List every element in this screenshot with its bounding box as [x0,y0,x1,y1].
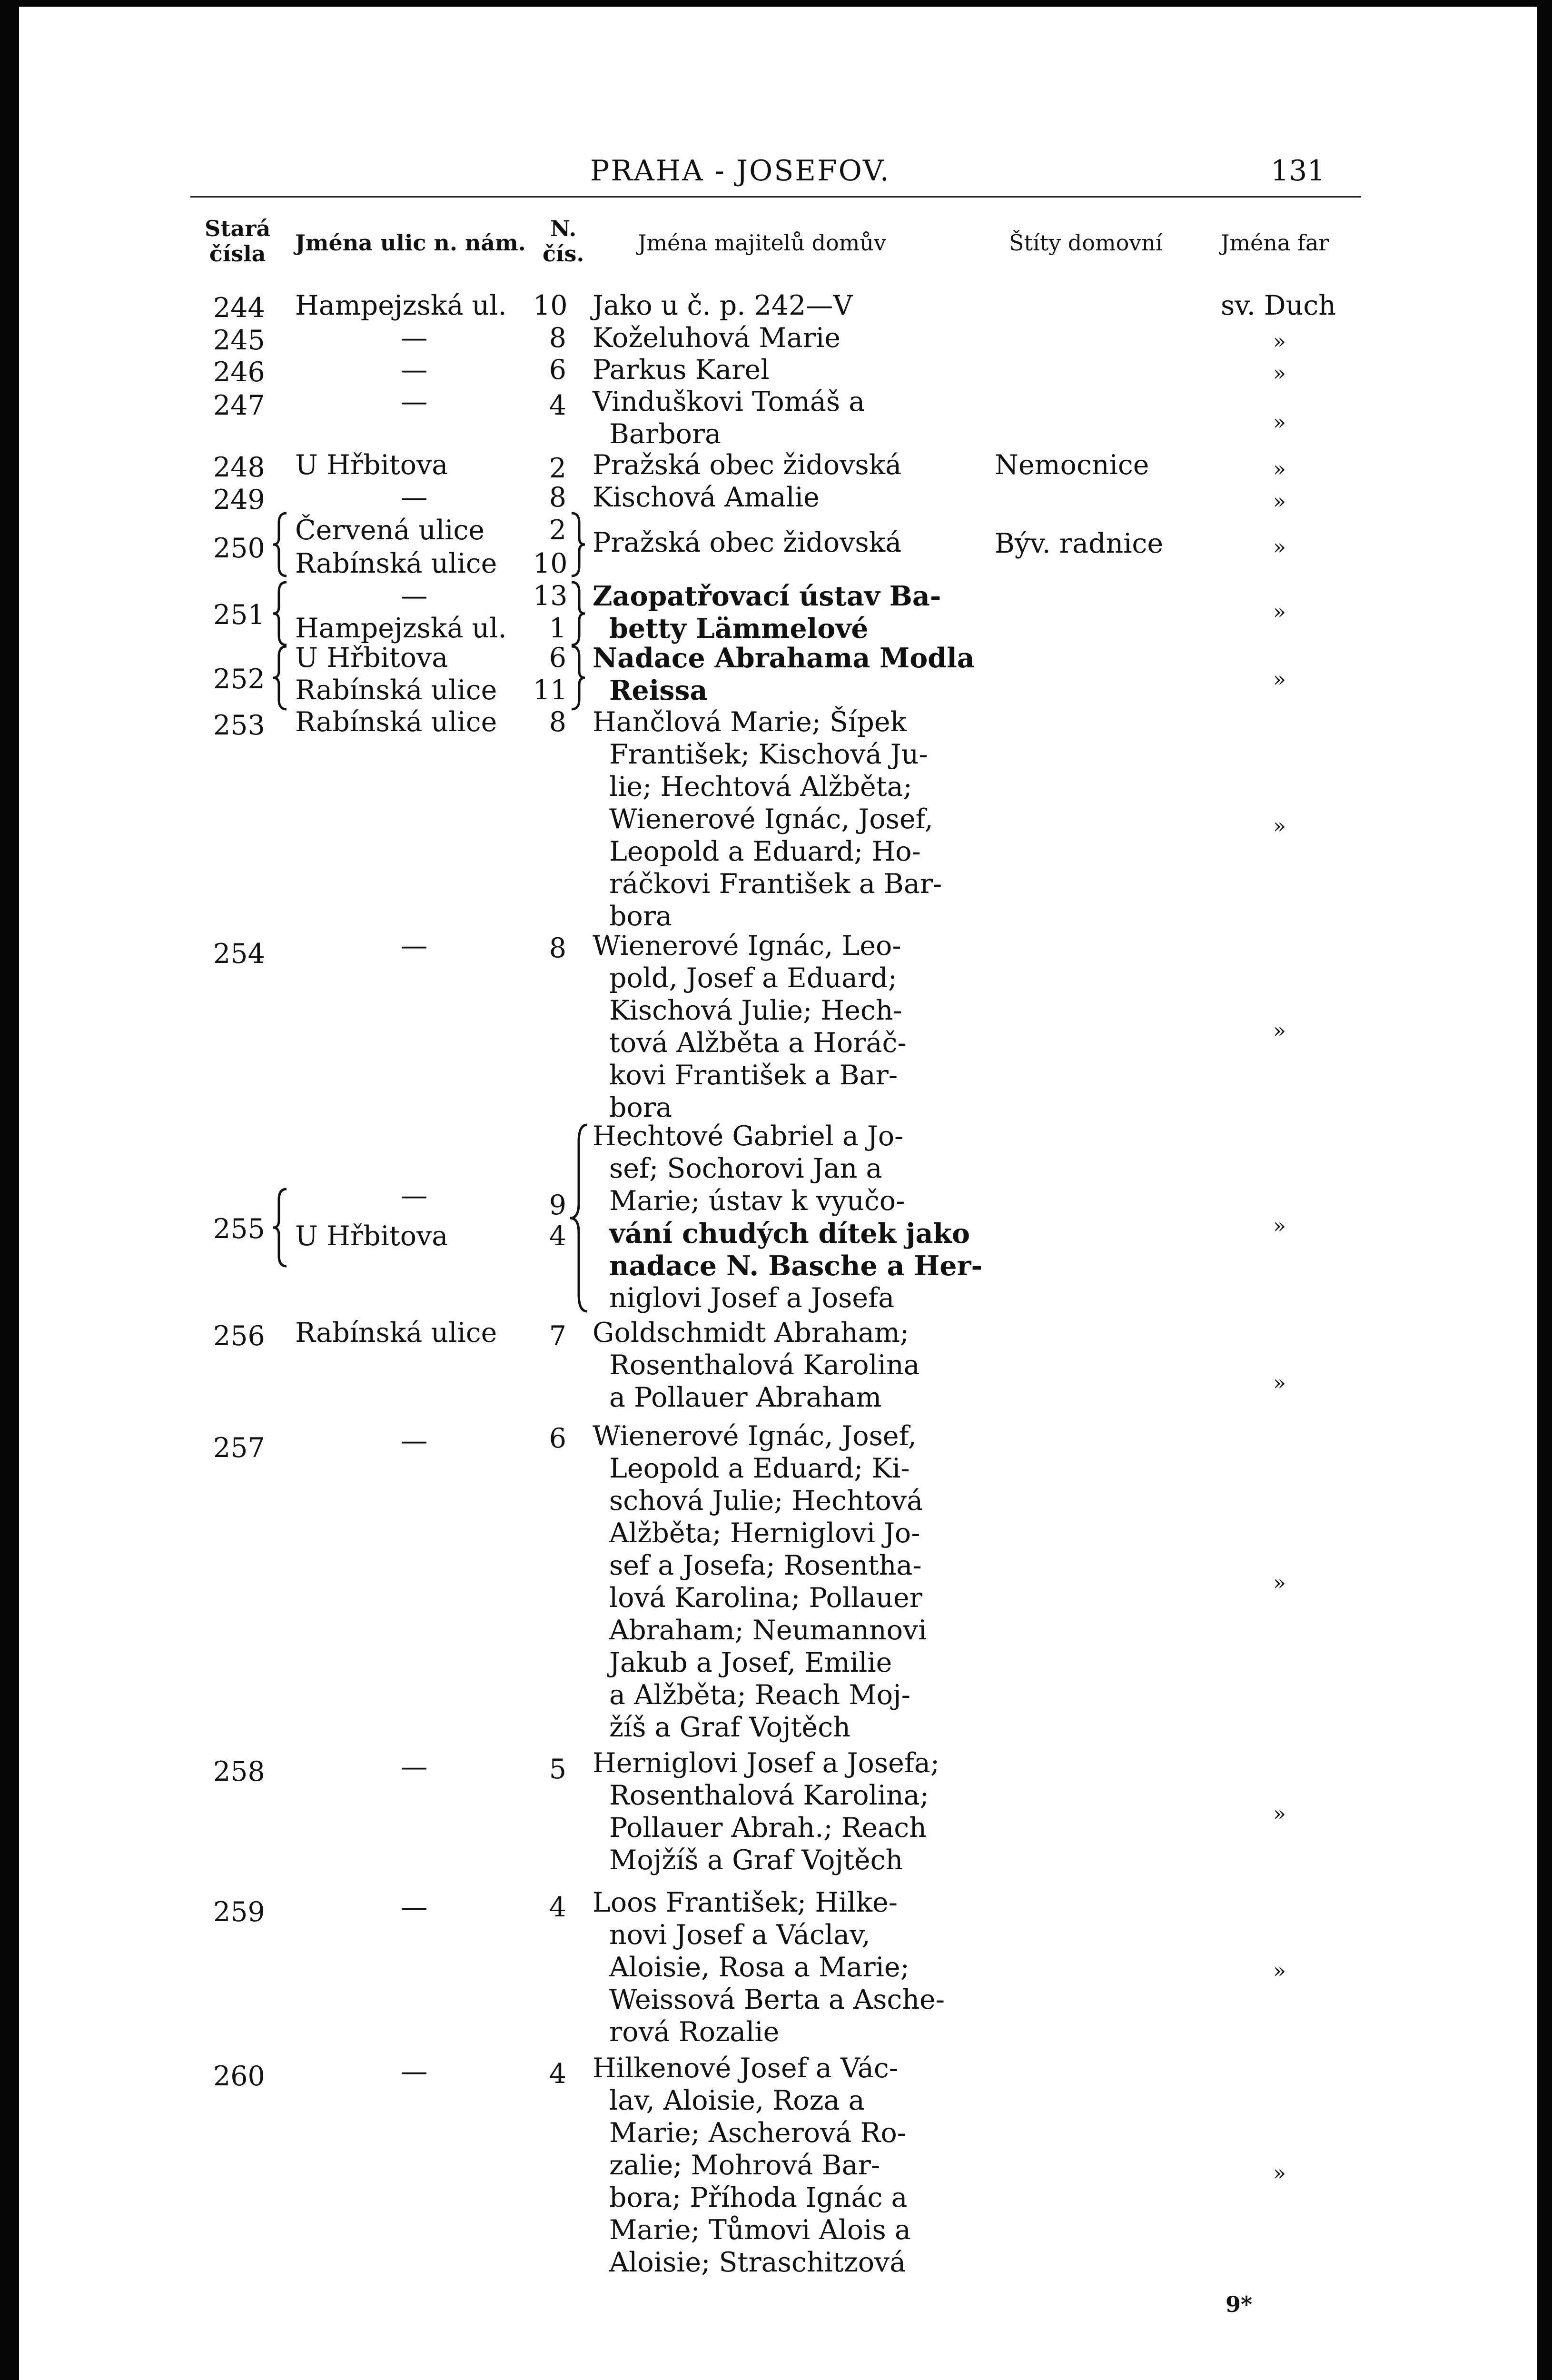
row-247-parish-ditto: » [1273,410,1286,435]
row-248-house-number: 2 [549,453,566,484]
row-251-parish-ditto: » [1273,600,1286,624]
row-255-owner-line: Marie; ústav k vyučo- [609,1185,905,1217]
row-255-owner-line: niglovi Josef a Josefa [609,1282,895,1314]
row-250-street-line: Červená ulice [295,515,485,546]
row-251-owner-line: Zaopatřovací ústav Ba- [593,580,941,612]
row-260-number: 260 [213,2061,265,2092]
row-250-parish-ditto: » [1273,535,1286,559]
row-254-street-ditto: — [400,930,428,962]
row-250-right-brace [569,511,588,578]
row-260-owner-line: zalie; Mohrová Bar- [609,2150,880,2181]
row-248-street: U Hřbitova [295,449,448,481]
row-257-owner-line: lová Karolina; Pollauer [609,1582,922,1614]
row-247-street-ditto: — [400,386,428,417]
row-257-owner-line: žíš a Graf Vojtěch [609,1712,850,1743]
row-259-parish-ditto: » [1273,1959,1286,1983]
row-260-owner-line: Marie; Ascherová Ro- [609,2117,907,2149]
row-252-house-number: 11 [533,674,568,706]
row-259-owner-line: rová Rozalie [609,2016,780,2048]
row-259-owner-line: Loos František; Hilke- [593,1887,898,1918]
row-255-street-ditto: — [400,1180,428,1211]
row-245-parish-ditto: » [1273,329,1286,354]
signature-mark: 9* [1226,2291,1253,2317]
row-255-house-number: 4 [549,1220,566,1252]
row-254-owner-line: bora [609,1092,672,1123]
row-245-owner: Koželuhová Marie [593,322,840,354]
row-257-owner-line: Abraham; Neumannovi [609,1615,927,1646]
row-249-number: 249 [213,484,265,516]
row-258-parish-ditto: » [1273,1802,1286,1826]
row-246-parish-ditto: » [1273,361,1286,386]
book-page [19,7,1537,2380]
column-header-jmena-ulic: Jména ulic n. nám. [295,230,526,256]
row-247-owner-line: Barbora [609,418,722,450]
row-260-house-number: 4 [549,2058,566,2090]
row-256-house-number: 7 [549,1320,566,1352]
row-254-owner-line: kovi František a Bar- [609,1060,898,1091]
row-253-owner-line: František; Kischová Ju- [609,739,928,770]
row-255-left-brace [270,1187,289,1268]
row-259-street-ditto: — [400,1892,428,1923]
row-257-street-ditto: — [400,1425,428,1457]
row-257-number: 257 [213,1432,265,1464]
row-250-left-brace [270,511,289,578]
row-254-owner-line: Wienerové Ignác, Leo- [593,930,901,962]
row-258-street-ditto: — [400,1751,428,1783]
column-header-fare: Jména far [1221,230,1329,256]
row-253-street: Rabínská ulice [295,706,497,738]
row-252-number: 252 [213,664,265,695]
row-259-number: 259 [213,1896,265,1928]
column-header-majitele: Jména majitelů domův [638,230,887,256]
row-257-house-number: 6 [549,1423,566,1454]
row-255-right-brace [566,1123,590,1313]
row-250-street-line: Rabínská ulice [295,548,497,579]
row-246-number: 246 [213,357,265,388]
row-253-number: 253 [213,710,265,741]
row-254-parish-ditto: » [1273,1019,1286,1043]
row-253-owner-line: Hančlová Marie; Šípek [593,706,907,738]
row-247-owner-line: Vinduškovi Tomáš a [593,386,865,417]
row-249-street-ditto: — [400,482,428,513]
row-259-house-number: 4 [549,1892,566,1923]
row-251-street-line: Hampejzská ul. [295,613,507,644]
row-244-parish: sv. Duch [1221,290,1336,321]
row-258-house-number: 5 [549,1754,566,1785]
column-header-line: N. [550,216,577,241]
row-244-house-number: 10 [533,290,568,321]
row-247-number: 247 [213,390,265,421]
row-246-owner: Parkus Karel [593,354,770,386]
row-255-owner-line: sef; Sochorovi Jan a [609,1153,882,1184]
row-260-street-ditto: — [400,2056,428,2087]
column-header-stity: Štíty domovní [1009,230,1163,256]
row-257-owner-line: a Alžběta; Reach Moj- [609,1679,910,1711]
row-251-house-number: 1 [549,613,566,644]
row-252-street-line: Rabínská ulice [295,674,497,706]
row-254-house-number: 8 [549,932,566,964]
row-254-owner-line: pold, Josef a Eduard; [609,962,897,994]
row-244-number: 244 [213,292,265,324]
column-header-stara-cisla [205,216,270,267]
row-253-house-number: 8 [549,706,566,738]
row-252-house-number: 6 [549,642,566,674]
row-256-number: 256 [213,1320,265,1352]
page-number: 131 [1271,154,1325,188]
row-253-owner-line: bora [609,901,672,932]
row-255-owner-line: vání chudých dítek jako [609,1218,970,1250]
row-260-owner-line: bora; Příhoda Ignác a [609,2182,908,2213]
row-252-parish-ditto: » [1273,667,1286,692]
row-255-house-number: 9 [549,1190,566,1221]
row-258-owner-line: Mojžíš a Graf Vojtěch [609,1844,903,1876]
row-251-right-brace [569,580,588,647]
row-253-owner-line: Leopold a Eduard; Ho- [609,836,921,867]
row-252-left-brace [270,645,289,711]
row-250-number: 250 [213,533,265,564]
row-254-number: 254 [213,938,265,970]
row-258-owner-line: Rosenthalová Karolina; [609,1780,929,1811]
row-249-house-number: 8 [549,482,566,513]
column-header-line: čís. [543,240,584,267]
row-252-owner-line: Nadace Abrahama Modla [593,642,975,674]
column-header-line: Stará [205,216,271,241]
row-255-number: 255 [213,1213,265,1245]
row-260-owner-line: lav, Aloisie, Roza a [609,2085,865,2116]
row-259-owner-line: novi Josef a Václav, [609,1919,870,1951]
row-256-parish-ditto: » [1273,1371,1286,1395]
row-251-street-ditto: — [400,580,428,612]
running-head: PRAHA - JOSEFOV. [590,154,890,188]
row-246-house-number: 6 [549,354,566,386]
row-250-house-sign: Býv. radnice [995,528,1164,559]
row-258-number: 258 [213,1756,265,1787]
row-248-house-sign: Nemocnice [995,449,1149,481]
row-254-owner-line: tová Alžběta a Horáč- [609,1027,907,1059]
row-257-owner-line: Leopold a Eduard; Ki- [609,1453,910,1484]
row-248-parish-ditto: » [1273,457,1286,481]
row-256-owner-line: Goldschmidt Abraham; [593,1317,909,1349]
row-254-owner-line: Kischová Julie; Hech- [609,995,902,1026]
row-255-street-line: U Hřbitova [295,1220,448,1252]
row-250-house-number: 2 [549,515,566,546]
row-253-owner-line: lie; Hechtová Alžběta; [609,771,912,803]
row-252-street-line: U Hřbitova [295,642,448,674]
row-253-owner-line: ráčkovi František a Bar- [609,868,942,900]
scan-edge-right [1537,0,1552,2380]
row-250-house-number: 10 [533,548,568,579]
scan-edge-left [0,0,19,2380]
row-252-right-brace [569,645,588,711]
row-257-owner-line: Jakub a Josef, Emilie [609,1647,892,1678]
row-258-owner-line: Pollauer Abrah.; Reach [609,1812,927,1844]
row-245-number: 245 [213,325,265,356]
row-244-street: Hampejzská ul. [295,290,507,321]
row-255-owner-line: Hechtové Gabriel a Jo- [593,1121,904,1152]
row-257-parish-ditto: » [1273,1571,1286,1595]
row-260-parish-ditto: » [1273,2161,1286,2185]
row-256-owner-line: a Pollauer Abraham [609,1382,882,1413]
row-252-owner-line: Reissa [609,674,708,706]
row-256-street: Rabínská ulice [295,1317,497,1349]
row-248-number: 248 [213,452,265,483]
row-251-left-brace [270,580,289,647]
row-259-owner-line: Aloisie, Rosa a Marie; [609,1952,909,1983]
row-250-owner: Pražská obec židovská [593,527,902,558]
row-258-owner-line: Herniglovi Josef a Josefa; [593,1747,940,1779]
row-257-owner-line: Wienerové Ignác, Josef, [593,1420,917,1452]
row-255-parish-ditto: » [1273,1214,1286,1238]
row-245-street-ditto: — [400,322,428,354]
row-251-house-number: 13 [533,580,568,612]
header-rule [190,196,1361,198]
row-253-owner-line: Wienerové Ignác, Josef, [609,803,933,835]
row-253-parish-ditto: » [1273,814,1286,838]
row-245-house-number: 8 [549,322,566,354]
row-260-owner-line: Marie; Tůmovi Alois a [609,2214,911,2246]
row-251-owner-line: betty Lämmelové [609,613,869,645]
row-247-house-number: 4 [549,390,566,421]
column-header-cisla [543,216,584,267]
row-255-owner-line: nadace N. Basche a Her- [609,1250,983,1282]
row-257-owner-line: sef a Josefa; Rosentha- [609,1550,922,1581]
row-259-owner-line: Weissová Berta a Asche- [609,1984,945,2015]
row-251-number: 251 [213,599,265,631]
row-256-owner-line: Rosenthalová Karolina [609,1349,920,1381]
row-257-owner-line: Alžběta; Herniglovi Jo- [609,1517,920,1549]
row-248-owner: Pražská obec židovská [593,449,902,481]
row-244-owner: Jako u č. p. 242—V [593,290,853,321]
row-260-owner-line: Hilkenové Josef a Vác- [593,2053,899,2084]
row-260-owner-line: Aloisie; Straschitzová [609,2247,906,2278]
column-header-line: čísla [209,240,266,267]
row-257-owner-line: schová Julie; Hechtová [609,1485,923,1517]
row-246-street-ditto: — [400,354,428,386]
row-249-owner: Kischová Amalie [593,482,820,513]
row-249-parish-ditto: » [1273,489,1286,514]
